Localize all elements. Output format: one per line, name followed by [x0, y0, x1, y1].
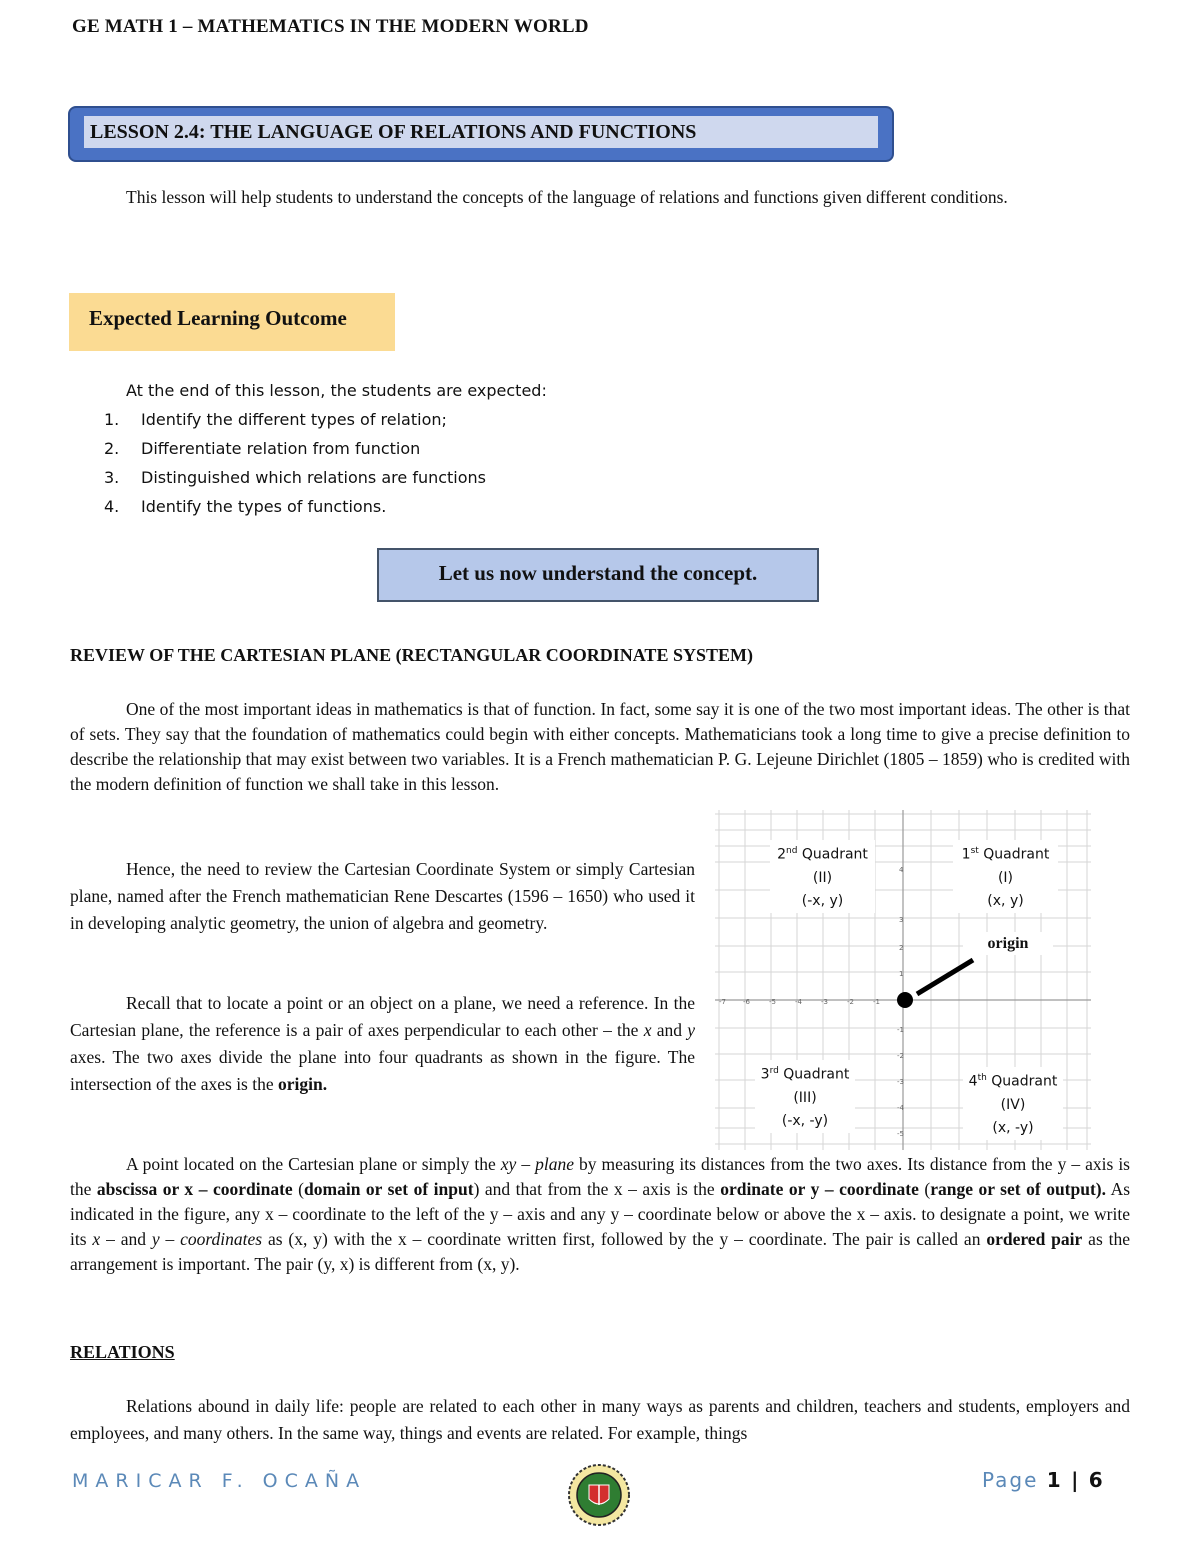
origin-pointer-line — [917, 960, 973, 994]
outcomes-lead: At the end of this lesson, the students are expected: — [126, 381, 547, 400]
svg-text:-3: -3 — [897, 1078, 904, 1086]
list-item: 3. Distinguished which relations are functions — [104, 468, 487, 487]
cartesian-heading: REVIEW OF THE CARTESIAN PLANE (RECTANGULAR COORDINATE SYSTEM) — [70, 645, 753, 665]
list-item: 2. Differentiate relation from function — [104, 439, 421, 458]
svg-text:4: 4 — [899, 866, 904, 874]
list-item: 4. Identify the types of functions. — [104, 497, 387, 516]
relations-paragraph-1: Relations abound in daily life: people are related to each other in many ways as parents and children, teachers and students, employers and employees, and many others. In the same way, things and events are related. For example, things — [70, 1396, 1130, 1443]
relations-heading: RELATIONS — [70, 1342, 175, 1362]
cartesian-plane-figure — [715, 810, 1091, 1150]
quadrant-3-label: 3rd Quadrant (III) (-x, -y) — [755, 1060, 855, 1133]
quadrant-2-label: 2nd Quadrant (II) (-x, y) — [770, 840, 875, 913]
svg-text:-5: -5 — [897, 1130, 904, 1138]
svg-text:-2: -2 — [847, 998, 854, 1006]
outcomes-list — [104, 405, 486, 521]
expected-outcome-heading: Expected Learning Outcome — [69, 293, 395, 351]
svg-text:-5: -5 — [769, 998, 776, 1006]
origin-label: origin — [963, 932, 1053, 955]
page-header-title: GE MATH 1 – MATHEMATICS IN THE MODERN WORLD — [72, 16, 589, 37]
svg-text:-4: -4 — [795, 998, 802, 1006]
footer-author: MARICAR F. OCAÑA — [72, 1470, 367, 1492]
cartesian-paragraph-1: One of the most important ideas in mathematics is that of function. In fact, some say it is one of the two most important ideas. The other is that of sets. They say that the foundation of mathematics could begin with either concepts. Mathematicians took a long time to give a precise definition to describe the relationship that may exist between two variables. It is a French mathematician P. G. Lejeune Dirichlet (1805 – 1859) who is credited with the modern definition of function we shall take in this lesson. — [70, 699, 1130, 794]
svg-text:-1: -1 — [873, 998, 880, 1006]
lesson-title-box — [68, 106, 894, 162]
svg-text:-2: -2 — [897, 1052, 904, 1060]
svg-text:2: 2 — [899, 944, 904, 952]
cartesian-paragraph-2: Hence, the need to review the Cartesian Coordinate System or simply Cartesian plane, named after the French mathematician Rene Descartes (1596 – 1650) who used it in developing analytic geometry, the union of algebra and geometry. — [70, 859, 695, 933]
footer-page-number: Page 1 | 6 — [982, 1468, 1105, 1492]
quadrant-1-label: 1st Quadrant (I) (x, y) — [953, 840, 1058, 913]
cartesian-paragraph-4: A point located on the Cartesian plane or simply the xy – plane by measuring its distances from the two axes. Its distance from the y – axis is the abscissa or x – coordinate (domain or set of input) and that from the x – axis is the ordinate or y – coordinate (range or set of output). As indicated in the figure, any x – coordinate to the left of the y – axis and any y – coordinate below or above the x – axis. to designate a point, we write its x – and y – coordinates as (x, y) with the x – coordinate written first, followed by the y – coordinate. The pair is called an ordered pair as the arrangement is important. The pair (y, x) is different from (x, y). — [70, 1154, 1131, 1274]
quadrant-4-label: 4th Quadrant (IV) (x, -y) — [963, 1067, 1063, 1140]
school-seal-logo — [567, 1463, 631, 1527]
svg-text:1: 1 — [899, 970, 904, 978]
lesson-title: LESSON 2.4: THE LANGUAGE OF RELATIONS AND FUNCTIONS — [84, 116, 878, 148]
list-item: 1. Identify the different types of relation; — [104, 410, 447, 429]
svg-text:-3: -3 — [821, 998, 828, 1006]
concept-banner: Let us now understand the concept. — [377, 548, 819, 602]
intro-paragraph: This lesson will help students to understand the concepts of the language of relations and functions given different conditions. — [126, 187, 1008, 207]
cartesian-paragraph-3: Recall that to locate a point or an object on a plane, we need a reference. In the Cartesian plane, the reference is a pair of axes perpendicular to each other – the x and y axes. The two axes divide the plane into four quadrants as shown in the figure. The intersection of the axes is the origin. — [70, 993, 695, 1094]
origin-dot — [897, 992, 913, 1008]
svg-text:-4: -4 — [897, 1104, 904, 1112]
svg-text:-6: -6 — [743, 998, 750, 1006]
svg-text:3: 3 — [899, 916, 904, 924]
svg-text:-1: -1 — [897, 1026, 904, 1034]
svg-text:-7: -7 — [719, 998, 726, 1006]
